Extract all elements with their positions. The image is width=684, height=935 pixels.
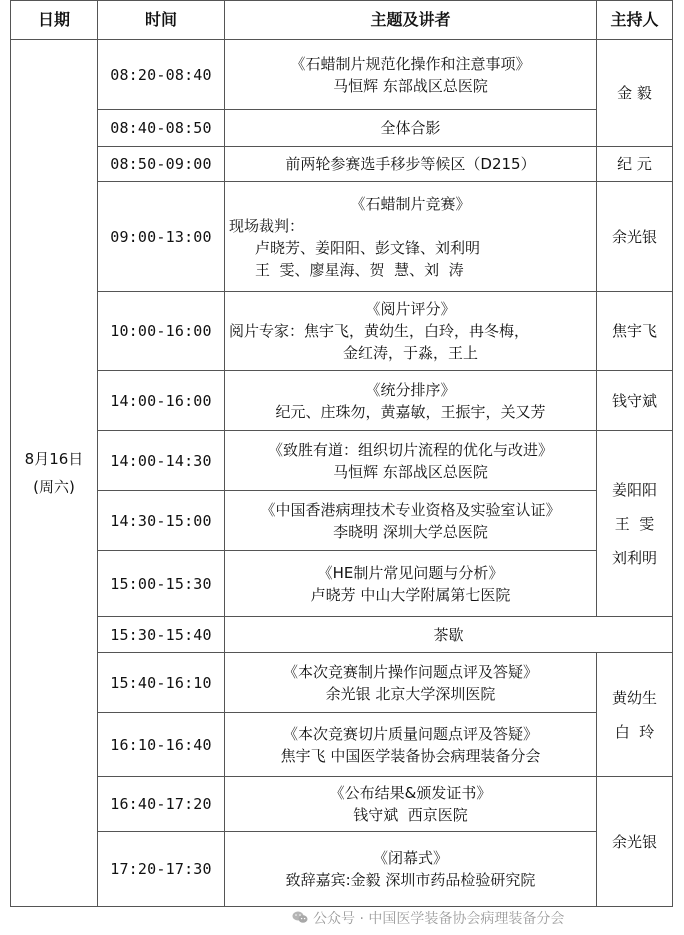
table-row bbox=[11, 777, 673, 832]
topic-title: 前两轮参赛选手移步等候区（D215） bbox=[285, 155, 536, 173]
header-date: 日期 bbox=[11, 1, 98, 40]
host-name: 焦宇飞 bbox=[611, 322, 657, 340]
topic-title: 《中国香港病理技术专业资格及实验室认证》 bbox=[260, 500, 561, 519]
table-row bbox=[11, 617, 673, 653]
table-row bbox=[11, 491, 673, 551]
time-cell: 14:00-16:00 bbox=[98, 371, 225, 431]
table-row bbox=[11, 653, 673, 713]
header-host: 主持人 bbox=[597, 1, 673, 40]
host-cell bbox=[597, 182, 673, 292]
schedule-table bbox=[10, 0, 673, 907]
header-time: 时间 bbox=[98, 1, 225, 40]
wechat-icon bbox=[292, 911, 308, 924]
header-row bbox=[11, 1, 673, 40]
topic-speaker: 马恒辉 东部战区总医院 bbox=[333, 76, 488, 95]
topic-title: 《石蜡制片竞赛》 bbox=[350, 194, 471, 213]
time-cell: 08:20-08:40 bbox=[98, 40, 225, 110]
topic-title: 全体合影 bbox=[380, 119, 441, 137]
watermark bbox=[292, 908, 564, 928]
topic-cell bbox=[225, 551, 597, 617]
table-row bbox=[11, 182, 673, 292]
topic-speaker: 李晓明 深圳大学总医院 bbox=[333, 522, 488, 541]
topic-cell bbox=[225, 832, 597, 907]
topic-cell bbox=[225, 713, 597, 777]
host-name: 黄幼生 bbox=[611, 688, 657, 707]
topic-title: 《统分排序》 bbox=[365, 380, 456, 399]
host-cell bbox=[597, 371, 673, 431]
topic-experts: 金红涛，于淼，王上 bbox=[342, 344, 478, 362]
table-row bbox=[11, 551, 673, 617]
topic-cell bbox=[225, 431, 597, 491]
topic-title: 《致胜有道：组织切片流程的优化与改进》 bbox=[267, 440, 553, 459]
host-cell bbox=[597, 431, 673, 617]
table-row bbox=[11, 371, 673, 431]
topic-cell bbox=[225, 653, 597, 713]
topic-speaker: 钱守斌 西京医院 bbox=[353, 806, 468, 824]
topic-title: 《阅片评分》 bbox=[365, 300, 456, 318]
topic-cell bbox=[225, 777, 597, 832]
host-name: 姜阳阳 bbox=[611, 480, 657, 499]
time-cell: 10:00-16:00 bbox=[98, 292, 225, 371]
topic-speaker: 纪元、庄珠勿，黄嘉敏，王振宇，关又芳 bbox=[275, 402, 546, 421]
time-cell: 14:00-14:30 bbox=[98, 431, 225, 491]
topic-speaker: 焦宇飞 中国医学装备协会病理装备分会 bbox=[280, 746, 541, 765]
topic-title: 《闭幕式》 bbox=[372, 849, 448, 867]
header-topic: 主题及讲者 bbox=[225, 1, 597, 40]
host-name: 余光银 bbox=[611, 227, 657, 246]
topic-speaker: 马恒辉 东部战区总医院 bbox=[333, 462, 488, 481]
date-day: 8月16日 bbox=[24, 450, 84, 468]
topic-title: 《HE制片常见问题与分析》 bbox=[317, 563, 504, 582]
time-cell: 14:30-15:00 bbox=[98, 491, 225, 551]
topic-title: 《公布结果&颁发证书》 bbox=[329, 784, 492, 802]
topic-cell bbox=[225, 371, 597, 431]
time-cell: 08:40-08:50 bbox=[98, 110, 225, 147]
host-cell bbox=[597, 777, 673, 907]
topic-cell bbox=[225, 40, 597, 110]
time-cell: 15:30-15:40 bbox=[98, 617, 225, 653]
table-row bbox=[11, 292, 673, 371]
date-weekday: (周六) bbox=[33, 478, 75, 496]
host-name: 余光银 bbox=[611, 832, 657, 851]
host-cell bbox=[597, 292, 673, 371]
topic-experts: 阅片专家：焦宇飞，黄幼生，白玲，冉冬梅， bbox=[229, 322, 530, 340]
table-row bbox=[11, 40, 673, 110]
date-cell bbox=[11, 40, 98, 907]
time-cell: 15:40-16:10 bbox=[98, 653, 225, 713]
time-cell: 15:00-15:30 bbox=[98, 551, 225, 617]
topic-cell bbox=[225, 182, 597, 292]
host-name: 刘利明 bbox=[611, 548, 657, 567]
host-name: 纪 元 bbox=[617, 155, 652, 173]
time-cell: 08:50-09:00 bbox=[98, 147, 225, 182]
table-row bbox=[11, 110, 673, 147]
topic-title: 《本次竞赛制片操作问题点评及答疑》 bbox=[282, 662, 538, 681]
table-row bbox=[11, 832, 673, 907]
topic-judges: 王 雯、廖星海、贺 慧、刘 涛 bbox=[255, 260, 464, 279]
topic-cell bbox=[225, 147, 597, 182]
table-row bbox=[11, 431, 673, 491]
table-row bbox=[11, 713, 673, 777]
time-cell: 17:20-17:30 bbox=[98, 832, 225, 907]
topic-cell bbox=[225, 292, 597, 371]
table-row bbox=[11, 147, 673, 182]
topic-title: 《石蜡制片规范化操作和注意事项》 bbox=[290, 54, 531, 73]
time-cell: 16:40-17:20 bbox=[98, 777, 225, 832]
topic-title: 茶歇 bbox=[433, 625, 464, 644]
time-cell: 16:10-16:40 bbox=[98, 713, 225, 777]
host-name: 白 玲 bbox=[614, 722, 655, 741]
topic-speaker: 余光银 北京大学深圳医院 bbox=[325, 684, 496, 703]
topic-title: 《本次竞赛切片质量问题点评及答疑》 bbox=[282, 724, 538, 743]
watermark-text: 公众号 · 中国医学装备协会病理装备分会 bbox=[313, 911, 565, 927]
host-cell bbox=[597, 40, 673, 147]
host-name: 王 雯 bbox=[614, 514, 655, 533]
topic-cell bbox=[225, 491, 597, 551]
host-cell bbox=[597, 653, 673, 777]
host-name: 钱守斌 bbox=[611, 391, 657, 410]
topic-cell bbox=[225, 110, 597, 147]
time-cell: 09:00-13:00 bbox=[98, 182, 225, 292]
topic-speaker: 卢晓芳 中山大学附属第七医院 bbox=[310, 585, 511, 604]
host-cell bbox=[597, 147, 673, 182]
host-name: 金 毅 bbox=[617, 84, 652, 102]
topic-label: 现场裁判： bbox=[229, 216, 305, 235]
topic-judges: 卢晓芳、姜阳阳、彭文锋、刘利明 bbox=[255, 238, 481, 257]
topic-speaker: 致辞嘉宾:金毅 深圳市药品检验研究院 bbox=[285, 871, 536, 889]
topic-cell bbox=[225, 617, 673, 653]
